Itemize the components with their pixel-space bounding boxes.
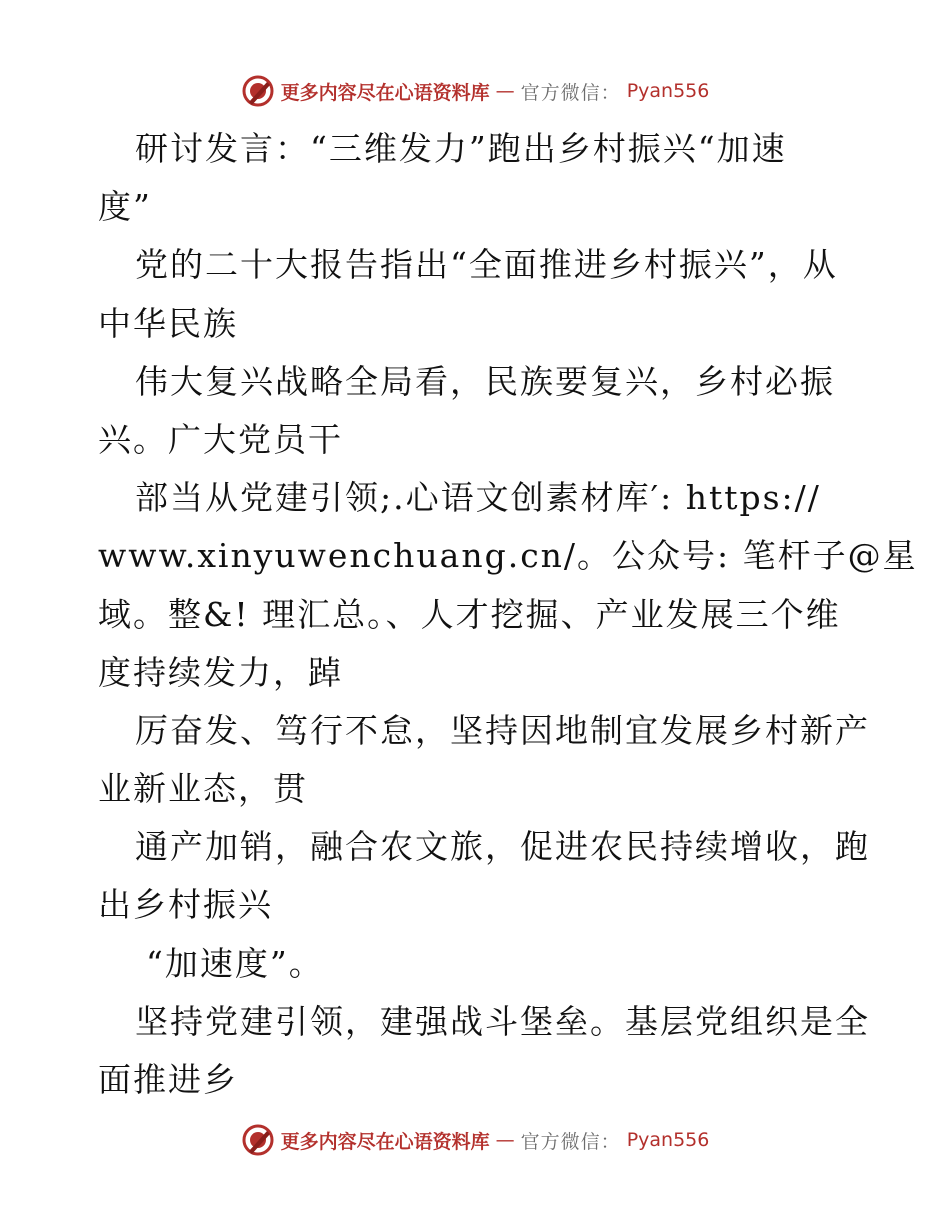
body-line: 伟大复兴战略全局看，民族要复兴，乡村必振 [135, 361, 835, 401]
body-line: www.xinyuwenchuang.cn/。公众号: 笔杆子@星 [98, 536, 918, 576]
body-line: 研讨发言：“三维发力”跑出乡村振兴“加速 [135, 129, 787, 168]
body-line: 域。整&! 理汇总。、人才挖掘、产业发展三个维 [98, 594, 841, 634]
body-line: 兴。广大党员干 [98, 419, 343, 459]
body-line: 度持续发力，踔 [98, 652, 343, 692]
header-wechat-label: 官方微信： [520, 81, 621, 104]
body-line: 党的二十大报告指出“全面推进乡村振兴”，从 [135, 245, 838, 285]
body-line: “加速度”。 [146, 943, 324, 983]
footer-wechat-label: 官方微信： [520, 1130, 621, 1153]
body-line: 坚持党建引领，建强战斗堡垒。基层党组织是全 [135, 1001, 870, 1041]
header-separator: — [495, 80, 515, 102]
footer-site-text: 更多内容尽在心语资料库 [280, 1130, 490, 1153]
body-line: 中华民族 [98, 303, 238, 343]
footer-banner [0, 1120, 950, 1160]
body-line: 厉奋发、笃行不怠，坚持因地制宜发展乡村新产 [135, 710, 870, 750]
header-wechat-id: Pyan556 [626, 80, 710, 102]
footer-wechat-id: Pyan556 [626, 1129, 710, 1151]
pen-logo-icon [241, 1123, 275, 1157]
body-line: 通产加销，融合农文旅，促进农民持续增收，跑 [135, 827, 870, 867]
body-line: 面推进乡 [98, 1060, 238, 1099]
body-line: 度” [98, 187, 152, 227]
body-line: 业新业态，贯 [98, 769, 308, 809]
header-banner [0, 71, 950, 111]
document-body [98, 120, 918, 1109]
header-site-text: 更多内容尽在心语资料库 [280, 81, 490, 104]
footer-separator: — [495, 1129, 515, 1151]
body-line: 部当从党建引领;.心语文创素材库′: https:// [135, 478, 821, 518]
pen-logo-icon [241, 74, 275, 108]
body-line: 出乡村振兴 [98, 885, 273, 925]
